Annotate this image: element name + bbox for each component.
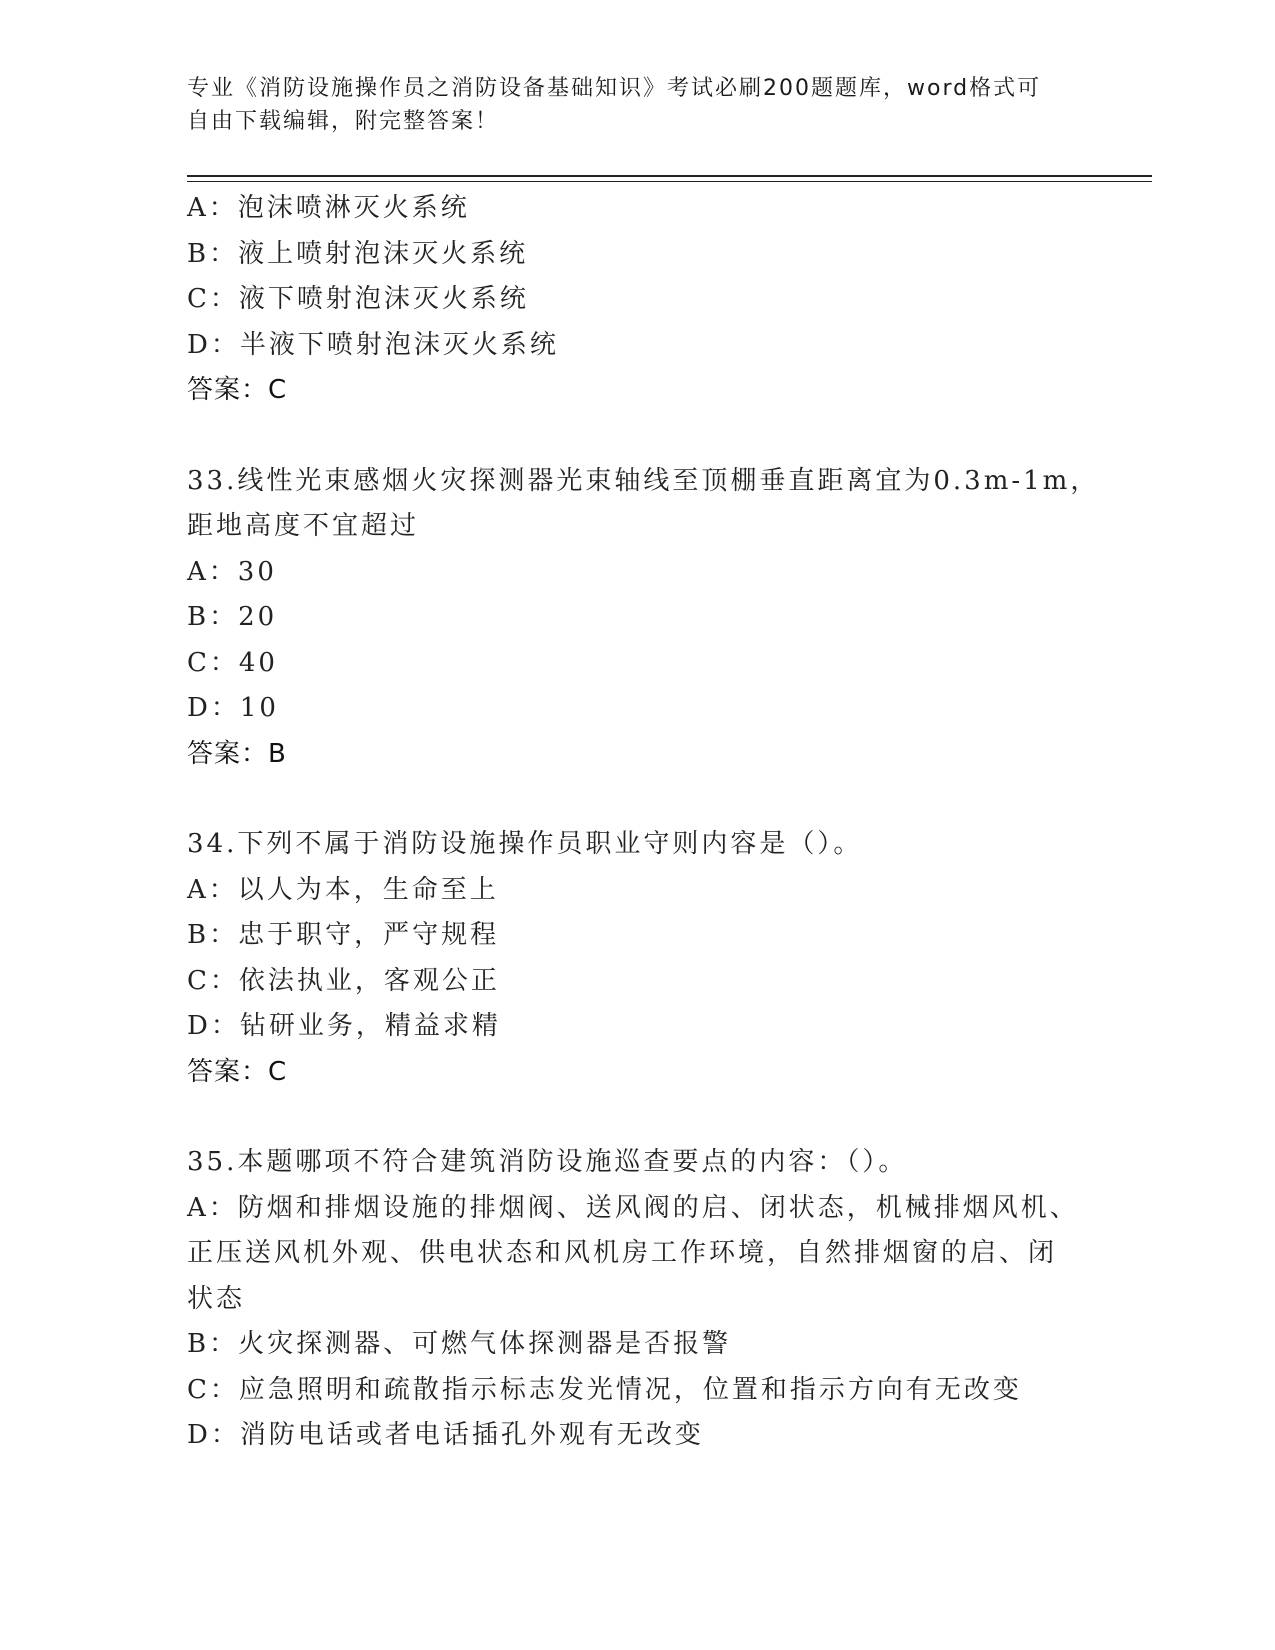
question-33 bbox=[187, 459, 1100, 778]
header-line-2: 自由下载编辑，附完整答案！ bbox=[187, 109, 500, 134]
document-header bbox=[187, 72, 1087, 138]
option-c: C：40 bbox=[187, 647, 278, 678]
question-text: 34.下列不属于消防设施操作员职业守则内容是（）。 bbox=[187, 829, 863, 859]
question-text-line: 距地高度不宜超过 bbox=[187, 511, 420, 541]
option-d: D：钻研业务，精益求精 bbox=[187, 1011, 501, 1041]
option-b: B：忠于职守，严守规程 bbox=[187, 920, 500, 950]
option-d: D：消防电话或者电话插孔外观有无改变 bbox=[187, 1420, 704, 1450]
answer-line: 答案：C bbox=[187, 1056, 288, 1087]
option-b: B：20 bbox=[187, 602, 278, 632]
option-b: B：液上喷射泡沫灭火系统 bbox=[187, 238, 529, 269]
header-line-1: 专业《消防设施操作员之消防设备基础知识》考试必刷200题题库，word格式可 bbox=[187, 76, 1042, 101]
option-b: B：火灾探测器、可燃气体探测器是否报警 bbox=[187, 1329, 732, 1359]
option-c: C：依法执业，客观公正 bbox=[187, 965, 500, 996]
option-a: A：防烟和排烟设施的排烟阀、送风阀的启、闭状态，机械排烟风机、 bbox=[187, 1192, 1079, 1223]
option-a-continued: 状态 bbox=[187, 1283, 246, 1314]
option-c: C：应急照明和疏散指示标志发光情况，位置和指示方向有无改变 bbox=[187, 1374, 1022, 1405]
option-d: D：10 bbox=[187, 693, 279, 723]
question-text-line: 33.线性光束感烟火灾探测器光束轴线至顶棚垂直距离宜为0.3m-1m， bbox=[187, 465, 1100, 496]
option-a: A：30 bbox=[187, 556, 277, 587]
option-a: A：以人为本，生命至上 bbox=[187, 874, 499, 905]
header-divider-thick bbox=[187, 175, 1152, 177]
answer-line: 答案：B bbox=[187, 738, 287, 769]
answer-line: 答案：C bbox=[187, 375, 288, 405]
option-a-continued: 正压送风机外观、供电状态和风机房工作环境，自然排烟窗的启、闭 bbox=[187, 1238, 1058, 1268]
header-divider-thin bbox=[187, 181, 1152, 182]
question-list bbox=[187, 186, 1100, 1459]
option-c: C：液下喷射泡沫灭火系统 bbox=[187, 284, 529, 314]
question-35 bbox=[187, 1140, 1087, 1459]
question-34 bbox=[187, 822, 1087, 1095]
option-a: A：泡沫喷淋灭火系统 bbox=[187, 193, 470, 223]
option-d: D：半液下喷射泡沫灭火系统 bbox=[187, 329, 559, 360]
question-text: 35.本题哪项不符合建筑消防设施巡查要点的内容：（）。 bbox=[187, 1147, 908, 1177]
question-32-continued bbox=[187, 186, 1087, 414]
question-text bbox=[187, 459, 1100, 550]
